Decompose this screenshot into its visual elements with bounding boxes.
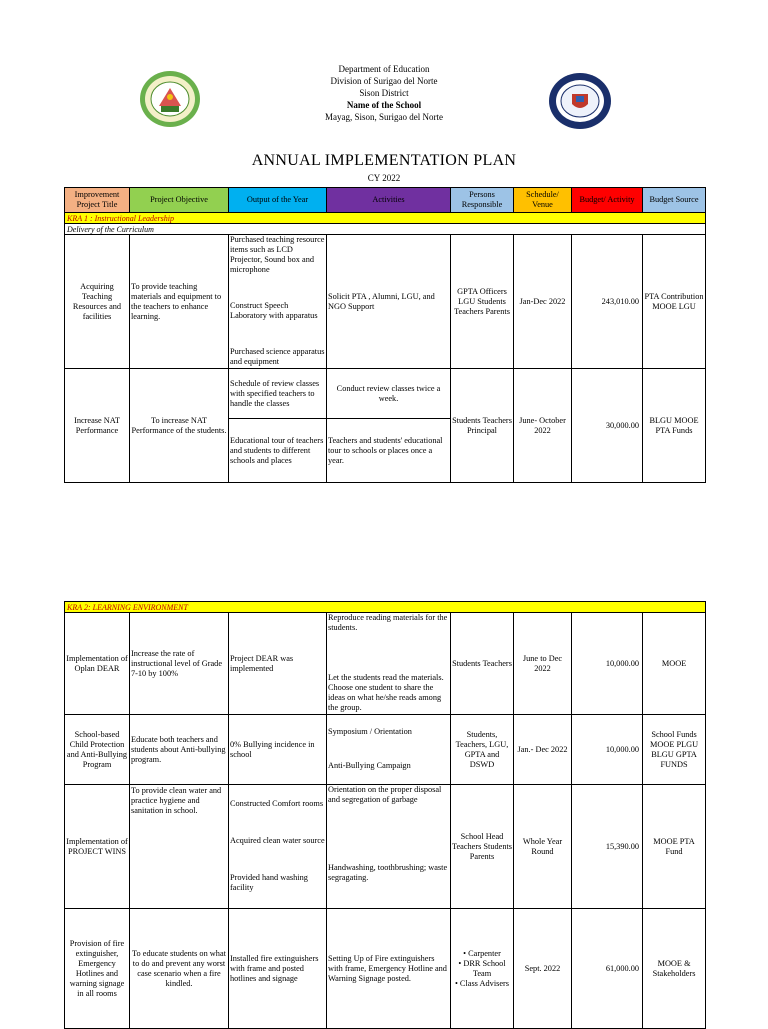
col-header-persons: Persons Responsible	[451, 188, 514, 213]
output-cell: 0% Bullying incidence in school	[229, 715, 327, 785]
header-address: Mayag, Sison, Surigao del Norte	[325, 112, 443, 122]
schedule-cell: Jan.- Dec 2022	[514, 715, 572, 785]
project-title-cell: Increase NAT Performance	[65, 369, 130, 483]
kra1-subheading: Delivery of the Curriculum	[65, 224, 706, 235]
activities-cell	[327, 785, 451, 909]
budget-cell: 10,000.00	[572, 613, 643, 715]
activities-cell: Solicit PTA , Alumni, LGU, and NGO Support	[327, 235, 451, 369]
table-row	[65, 715, 706, 785]
activity-item: Choose one student to share the ideas on what he/she reads among the group.	[328, 683, 442, 712]
output-cell	[229, 785, 327, 909]
source-cell: MOOE & Stakeholders	[643, 909, 706, 1029]
persons-cell	[451, 909, 514, 1029]
objective-cell: To provide clean water and practice hygiene and sanitation in school.	[130, 785, 229, 909]
project-title-cell: Provision of fire extinguisher, Emergency Hotlines and warning signage in all rooms	[65, 909, 130, 1029]
table-header-row	[65, 188, 706, 213]
source-cell: MOOE PTA Fund	[643, 785, 706, 909]
person-item: • DRR School Team	[458, 958, 506, 978]
activities-cell: Setting Up of Fire extinguishers with frame, Emergency Hotline and Warning Signage posted.	[327, 909, 451, 1029]
schedule-cell: Sept. 2022	[514, 909, 572, 1029]
persons-cell: School Head Teachers Students Parents	[451, 785, 514, 909]
activity-item: Anti-Bullying Campaign	[328, 761, 411, 770]
objective-cell: Educate both teachers and students about Anti-bullying program.	[130, 715, 229, 785]
objective-cell: To provide teaching materials and equipment to the teachers to enhance learning.	[130, 235, 229, 369]
person-item: • Carpenter	[463, 948, 501, 958]
activity-item: Reproduce reading materials for the students.	[328, 613, 448, 632]
budget-cell: 61,000.00	[572, 909, 643, 1029]
kra-row	[65, 213, 706, 224]
activities-cell: Teachers and students' educational tour to schools or places once a year.	[327, 419, 451, 483]
person-item: • Class Advisers	[454, 978, 510, 988]
header-division: Division of Surigao del Norte	[330, 76, 438, 86]
budget-cell: 30,000.00	[572, 369, 643, 483]
activities-cell	[327, 613, 451, 715]
budget-cell: 243,010.00	[572, 235, 643, 369]
persons-cell: Students Teachers Principal	[451, 369, 514, 483]
objective-cell: To educate students on what to do and prevent any worst case scenario when a fire kindled.	[130, 909, 229, 1029]
col-header-source: Budget Source	[643, 188, 706, 213]
activity-item: Symposium / Orientation	[328, 727, 412, 736]
schedule-cell: June to Dec 2022	[514, 613, 572, 715]
activities-cell	[327, 715, 451, 785]
output-item: Purchased science apparatus and equipment	[230, 347, 325, 366]
kra-row	[65, 602, 706, 613]
project-title-cell: Implementation of Oplan DEAR	[65, 613, 130, 715]
schedule-cell: Jan-Dec 2022	[514, 235, 572, 369]
table-row	[65, 909, 706, 1029]
table-row	[65, 235, 706, 369]
objective-cell: To increase NAT Performance of the students.	[130, 369, 229, 483]
activities-cell: Conduct review classes twice a week.	[327, 369, 451, 419]
persons-cell: Students Teachers	[451, 613, 514, 715]
kra1-label: KRA 1 : Instructional Leadership	[65, 213, 706, 224]
plan-table-kra1	[64, 187, 706, 483]
kra2-label: KRA 2: LEARNING ENVIRONMENT	[65, 602, 706, 613]
output-cell	[229, 235, 327, 369]
project-title-cell: Implementation of PROJECT WINS	[65, 785, 130, 909]
output-cell: Project DEAR was implemented	[229, 613, 327, 715]
budget-cell: 10,000.00	[572, 715, 643, 785]
budget-cell: 15,390.00	[572, 785, 643, 909]
activity-item: Orientation on the proper disposal and segregation of garbage	[328, 785, 442, 804]
source-cell: PTA Contribution MOOE LGU	[643, 235, 706, 369]
page-title: ANNUAL IMPLEMENTATION PLAN	[251, 152, 517, 169]
source-cell: School Funds MOOE PLGU BLGU GPTA FUNDS	[643, 715, 706, 785]
project-title-cell: School-based Child Protection and Anti-Bullying Program	[65, 715, 130, 785]
objective-cell: Increase the rate of instructional level of Grade 7-10 by 100%	[130, 613, 229, 715]
col-header-activities: Activities	[327, 188, 451, 213]
output-item: Construct Speech Laboratory with apparatus	[230, 301, 318, 320]
subheading-row	[65, 224, 706, 235]
col-header-output: Output of the Year	[229, 188, 327, 213]
output-cell: Educational tour of teachers and students to different schools and places	[229, 419, 327, 483]
source-cell: MOOE	[643, 613, 706, 715]
header-school-name: Name of the School	[346, 100, 422, 110]
output-cell: Installed fire extinguishers with frame and posted hotlines and signage	[229, 909, 327, 1029]
output-item: Purchased teaching resource items such as LCD Projector, Sound box and microphone	[230, 235, 325, 274]
col-header-schedule: Schedule/ Venue	[514, 188, 572, 213]
persons-cell: GPTA Officers LGU Students Teachers Parents	[451, 235, 514, 369]
activity-item: Handwashing, toothbrushing; waste segragating.	[328, 863, 448, 882]
col-header-budget: Budget/ Activity	[572, 188, 643, 213]
output-item: Provided hand washing facility	[230, 873, 308, 893]
activity-item: Let the students read the materials.	[328, 673, 444, 682]
schedule-cell: Whole Year Round	[514, 785, 572, 909]
plan-table-kra2	[64, 601, 706, 1029]
output-cell: Schedule of review classes with specified teachers to handle the classes	[229, 369, 327, 419]
persons-cell: Students, Teachers, LGU, GPTA and DSWD	[451, 715, 514, 785]
table-row	[65, 613, 706, 715]
source-cell: BLGU MOOE PTA Funds	[643, 369, 706, 483]
table-row	[65, 785, 706, 909]
output-item: Acquired clean water source	[230, 835, 325, 845]
calendar-year: CY 2022	[367, 173, 401, 183]
project-title-cell: Acquiring Teaching Resources and facilities	[65, 235, 130, 369]
schedule-cell: June- October 2022	[514, 369, 572, 483]
table-row	[65, 369, 706, 419]
header-department: Department of Education	[338, 64, 430, 74]
output-item: Constructed Comfort rooms	[230, 798, 324, 808]
col-header-objective: Project Objective	[130, 188, 229, 213]
header-district: Sison District	[359, 88, 409, 98]
col-header-project-title: Improvement Project Title	[65, 188, 130, 213]
